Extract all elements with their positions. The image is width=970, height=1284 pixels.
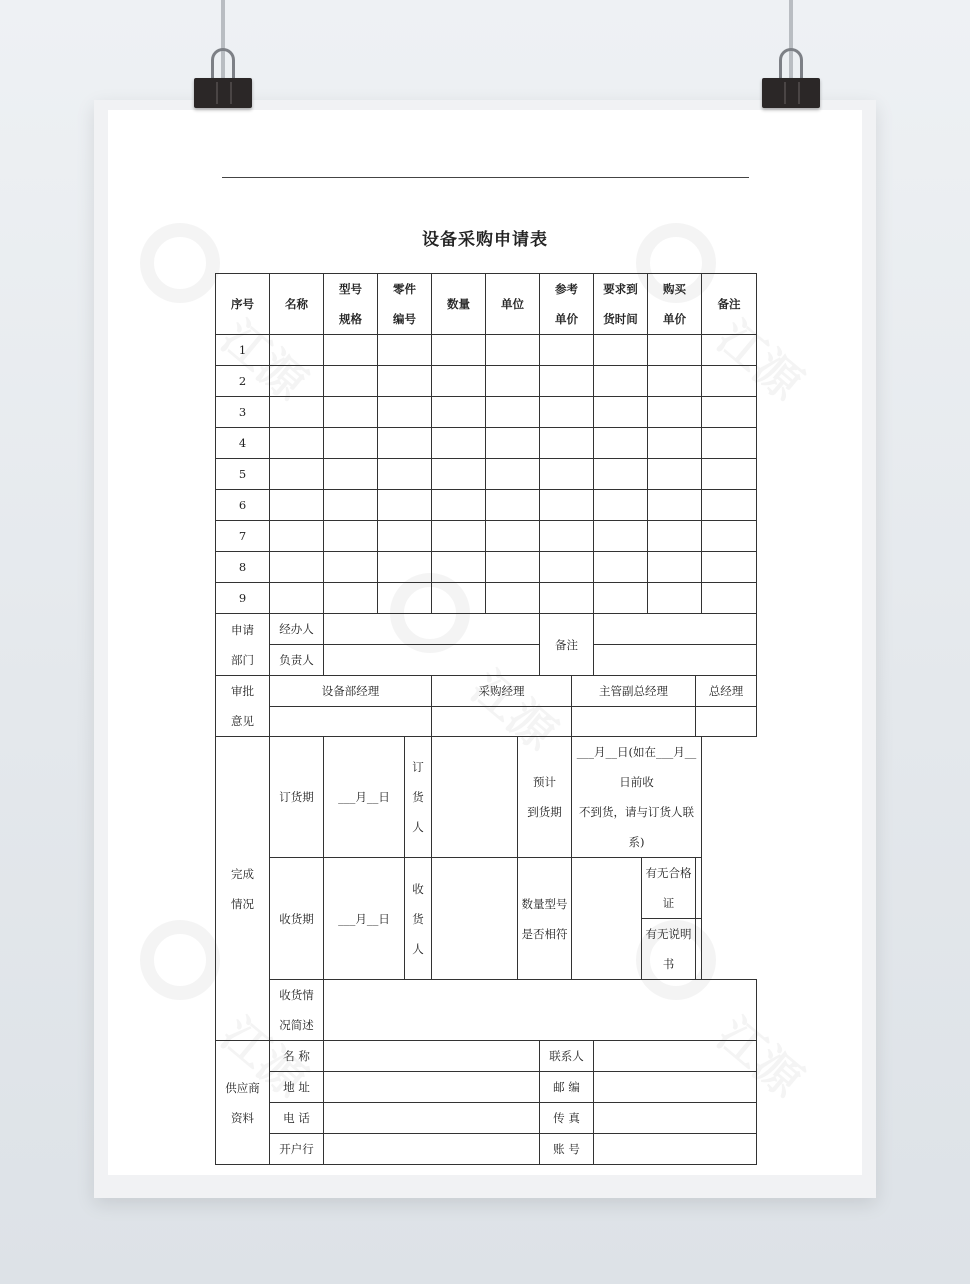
entry-cell[interactable] [270, 459, 324, 490]
entry-cell[interactable] [432, 335, 486, 366]
column-header: 序号 [216, 274, 270, 335]
supplier-fax-value[interactable] [594, 1103, 757, 1134]
table-row [216, 397, 757, 428]
entry-cell[interactable] [270, 397, 324, 428]
supplier-account-label: 账 号 [540, 1134, 594, 1165]
match-label: 数量型号 是否相符 [518, 858, 572, 980]
entry-cell[interactable] [324, 552, 378, 583]
column-header: 零件 编号 [378, 274, 432, 335]
entry-cell[interactable] [702, 583, 757, 614]
supplier-bank-label: 开户行 [270, 1134, 324, 1165]
supplier-bank-value[interactable] [324, 1134, 540, 1165]
entry-cell[interactable] [270, 366, 324, 397]
entry-cell[interactable] [378, 583, 432, 614]
header-rule [222, 177, 749, 178]
entry-cell[interactable] [648, 521, 702, 552]
entry-cell[interactable] [324, 366, 378, 397]
entry-cell[interactable] [540, 521, 594, 552]
form-title: 设备采购申请表 [422, 230, 548, 250]
row-number: 9 [216, 583, 270, 614]
supplier-contact-value[interactable] [594, 1041, 757, 1072]
row-number: 3 [216, 397, 270, 428]
entry-cell[interactable] [702, 459, 757, 490]
entry-cell[interactable] [702, 521, 757, 552]
purchase-request-table [215, 273, 757, 1165]
entry-cell[interactable] [378, 366, 432, 397]
table-row [216, 521, 757, 552]
entry-cell[interactable] [432, 366, 486, 397]
handler-value[interactable] [324, 614, 540, 645]
expected-arrival-label: 预计 到货期 [518, 737, 572, 858]
entry-cell[interactable] [594, 335, 648, 366]
entry-cell[interactable] [594, 552, 648, 583]
column-header: 单位 [486, 274, 540, 335]
table-row [216, 676, 757, 707]
order-date-value: ___月__日 [324, 737, 405, 858]
equip-manager-label: 设备部经理 [270, 676, 432, 707]
gm-label: 总经理 [696, 676, 757, 707]
entry-cell[interactable] [486, 397, 540, 428]
entry-cell[interactable] [432, 428, 486, 459]
gm-sign[interactable] [696, 707, 757, 737]
table-row [216, 614, 757, 645]
row-number: 6 [216, 490, 270, 521]
entry-cell[interactable] [270, 583, 324, 614]
table-row [216, 645, 757, 676]
supplier-address-value[interactable] [324, 1072, 540, 1103]
entry-cell[interactable] [270, 521, 324, 552]
entry-cell[interactable] [540, 459, 594, 490]
row-number: 7 [216, 521, 270, 552]
entry-cell[interactable] [378, 552, 432, 583]
row-number: 2 [216, 366, 270, 397]
entry-cell[interactable] [540, 335, 594, 366]
entry-cell[interactable] [378, 397, 432, 428]
completion-label: 完成 情况 [216, 737, 270, 1041]
match-value[interactable] [572, 858, 642, 980]
entry-cell[interactable] [540, 490, 594, 521]
entry-cell[interactable] [324, 459, 378, 490]
table-row [216, 707, 757, 737]
entry-cell[interactable] [702, 335, 757, 366]
orderer-value[interactable] [432, 737, 518, 858]
entry-cell[interactable] [486, 428, 540, 459]
entry-cell[interactable] [324, 428, 378, 459]
supplier-phone-label: 电 话 [270, 1103, 324, 1134]
row-number: 5 [216, 459, 270, 490]
entry-cell[interactable] [432, 583, 486, 614]
entry-cell[interactable] [432, 397, 486, 428]
entry-cell[interactable] [324, 490, 378, 521]
entry-cell[interactable] [432, 459, 486, 490]
watermark-logo-icon [140, 920, 220, 1000]
manual-label: 有无说明书 [642, 919, 696, 980]
entry-cell[interactable] [378, 459, 432, 490]
table-row [216, 1134, 757, 1165]
entry-cell[interactable] [378, 335, 432, 366]
supplier-address-label: 地 址 [270, 1072, 324, 1103]
entry-cell[interactable] [486, 583, 540, 614]
entry-cell[interactable] [648, 428, 702, 459]
entry-cell[interactable] [702, 366, 757, 397]
entry-cell[interactable] [270, 428, 324, 459]
column-header: 名称 [270, 274, 324, 335]
binder-clip-left [194, 78, 252, 108]
manager-label: 负责人 [270, 645, 324, 676]
vp-label: 主管副总经理 [572, 676, 696, 707]
entry-cell[interactable] [702, 428, 757, 459]
entry-cell[interactable] [270, 552, 324, 583]
entry-cell[interactable] [702, 397, 757, 428]
entry-cell[interactable] [486, 521, 540, 552]
entry-cell[interactable] [486, 490, 540, 521]
row-number: 8 [216, 552, 270, 583]
entry-cell[interactable] [540, 583, 594, 614]
order-period-label: 订货期 [270, 737, 324, 858]
table-row [216, 335, 757, 366]
purchase-manager-label: 采购经理 [432, 676, 572, 707]
column-header: 参考 单价 [540, 274, 594, 335]
table-row [216, 274, 757, 335]
entry-cell[interactable] [702, 490, 757, 521]
receiver-label: 收货人 [405, 858, 432, 980]
document-page [108, 110, 862, 1175]
entry-cell[interactable] [540, 397, 594, 428]
column-header: 购买 单价 [648, 274, 702, 335]
entry-cell[interactable] [432, 552, 486, 583]
manual-value[interactable] [696, 919, 702, 980]
row-number: 4 [216, 428, 270, 459]
receiver-value[interactable] [432, 858, 518, 980]
entry-cell[interactable] [594, 428, 648, 459]
entry-cell[interactable] [648, 366, 702, 397]
table-row [216, 858, 757, 919]
supplier-name-value[interactable] [324, 1041, 540, 1072]
row-number: 1 [216, 335, 270, 366]
table-row [216, 366, 757, 397]
supplier-phone-value[interactable] [324, 1103, 540, 1134]
binder-clip-handle-right [779, 48, 803, 82]
supplier-label: 供应商 资料 [216, 1041, 270, 1165]
entry-cell[interactable] [648, 335, 702, 366]
table-row [216, 490, 757, 521]
table-row [216, 459, 757, 490]
entry-cell[interactable] [432, 490, 486, 521]
approval-label: 审批 意见 [216, 676, 270, 737]
receive-date-value: ___月__日 [324, 858, 405, 980]
entry-cell[interactable] [486, 335, 540, 366]
entry-cell[interactable] [324, 335, 378, 366]
apply-dept-label: 申请 部门 [216, 614, 270, 676]
supplier-postcode-value[interactable] [594, 1072, 757, 1103]
table-row [216, 980, 757, 1041]
binder-clip-handle-left [211, 48, 235, 82]
entry-cell[interactable] [540, 552, 594, 583]
entry-cell[interactable] [432, 521, 486, 552]
entry-cell[interactable] [594, 397, 648, 428]
entry-cell[interactable] [378, 428, 432, 459]
column-header: 数量 [432, 274, 486, 335]
table-row [216, 552, 757, 583]
supplier-account-value[interactable] [594, 1134, 757, 1165]
certificate-label: 有无合格证 [642, 858, 696, 919]
table-row [216, 1072, 757, 1103]
entry-cell[interactable] [378, 521, 432, 552]
handler-label: 经办人 [270, 614, 324, 645]
supplier-contact-label: 联系人 [540, 1041, 594, 1072]
supplier-name-label: 名 称 [270, 1041, 324, 1072]
equip-manager-sign[interactable] [270, 707, 432, 737]
entry-cell[interactable] [324, 583, 378, 614]
entry-cell[interactable] [324, 521, 378, 552]
entry-cell[interactable] [540, 428, 594, 459]
entry-cell[interactable] [594, 583, 648, 614]
entry-cell[interactable] [594, 490, 648, 521]
entry-cell[interactable] [486, 366, 540, 397]
receive-period-label: 收货期 [270, 858, 324, 980]
certificate-value[interactable] [696, 858, 702, 919]
binder-clip-right [762, 78, 820, 108]
column-header: 备注 [702, 274, 757, 335]
receipt-summary-label: 收货情 况简述 [270, 980, 324, 1041]
table-row [216, 737, 757, 798]
table-row [216, 1103, 757, 1134]
entry-cell[interactable] [324, 397, 378, 428]
supplier-postcode-label: 邮 编 [540, 1072, 594, 1103]
entry-cell[interactable] [648, 490, 702, 521]
entry-cell[interactable] [378, 490, 432, 521]
entry-cell[interactable] [594, 459, 648, 490]
entry-cell[interactable] [594, 366, 648, 397]
table-row [216, 583, 757, 614]
table-row [216, 428, 757, 459]
expected-arrival-note: ___月__日(如在___月__日前收 不到货，请与订货人联系) [572, 737, 702, 858]
vp-sign[interactable] [572, 707, 696, 737]
entry-cell[interactable] [270, 490, 324, 521]
entry-cell[interactable] [594, 521, 648, 552]
purchase-manager-sign[interactable] [432, 707, 572, 737]
apply-remark-label: 备注 [540, 614, 594, 676]
entry-cell[interactable] [270, 335, 324, 366]
remark-value[interactable] [594, 645, 757, 676]
entry-cell[interactable] [648, 552, 702, 583]
entry-cell[interactable] [486, 552, 540, 583]
orderer-label: 订货人 [405, 737, 432, 858]
entry-cell[interactable] [540, 366, 594, 397]
column-header: 要求到 货时间 [594, 274, 648, 335]
entry-cell[interactable] [486, 459, 540, 490]
table-row [216, 1041, 757, 1072]
supplier-fax-label: 传 真 [540, 1103, 594, 1134]
remark-value[interactable] [594, 614, 757, 645]
entry-cell[interactable] [648, 583, 702, 614]
entry-cell[interactable] [648, 397, 702, 428]
receipt-summary-value[interactable] [324, 980, 757, 1041]
entry-cell[interactable] [648, 459, 702, 490]
column-header: 型号 规格 [324, 274, 378, 335]
manager-value[interactable] [324, 645, 540, 676]
entry-cell[interactable] [702, 552, 757, 583]
